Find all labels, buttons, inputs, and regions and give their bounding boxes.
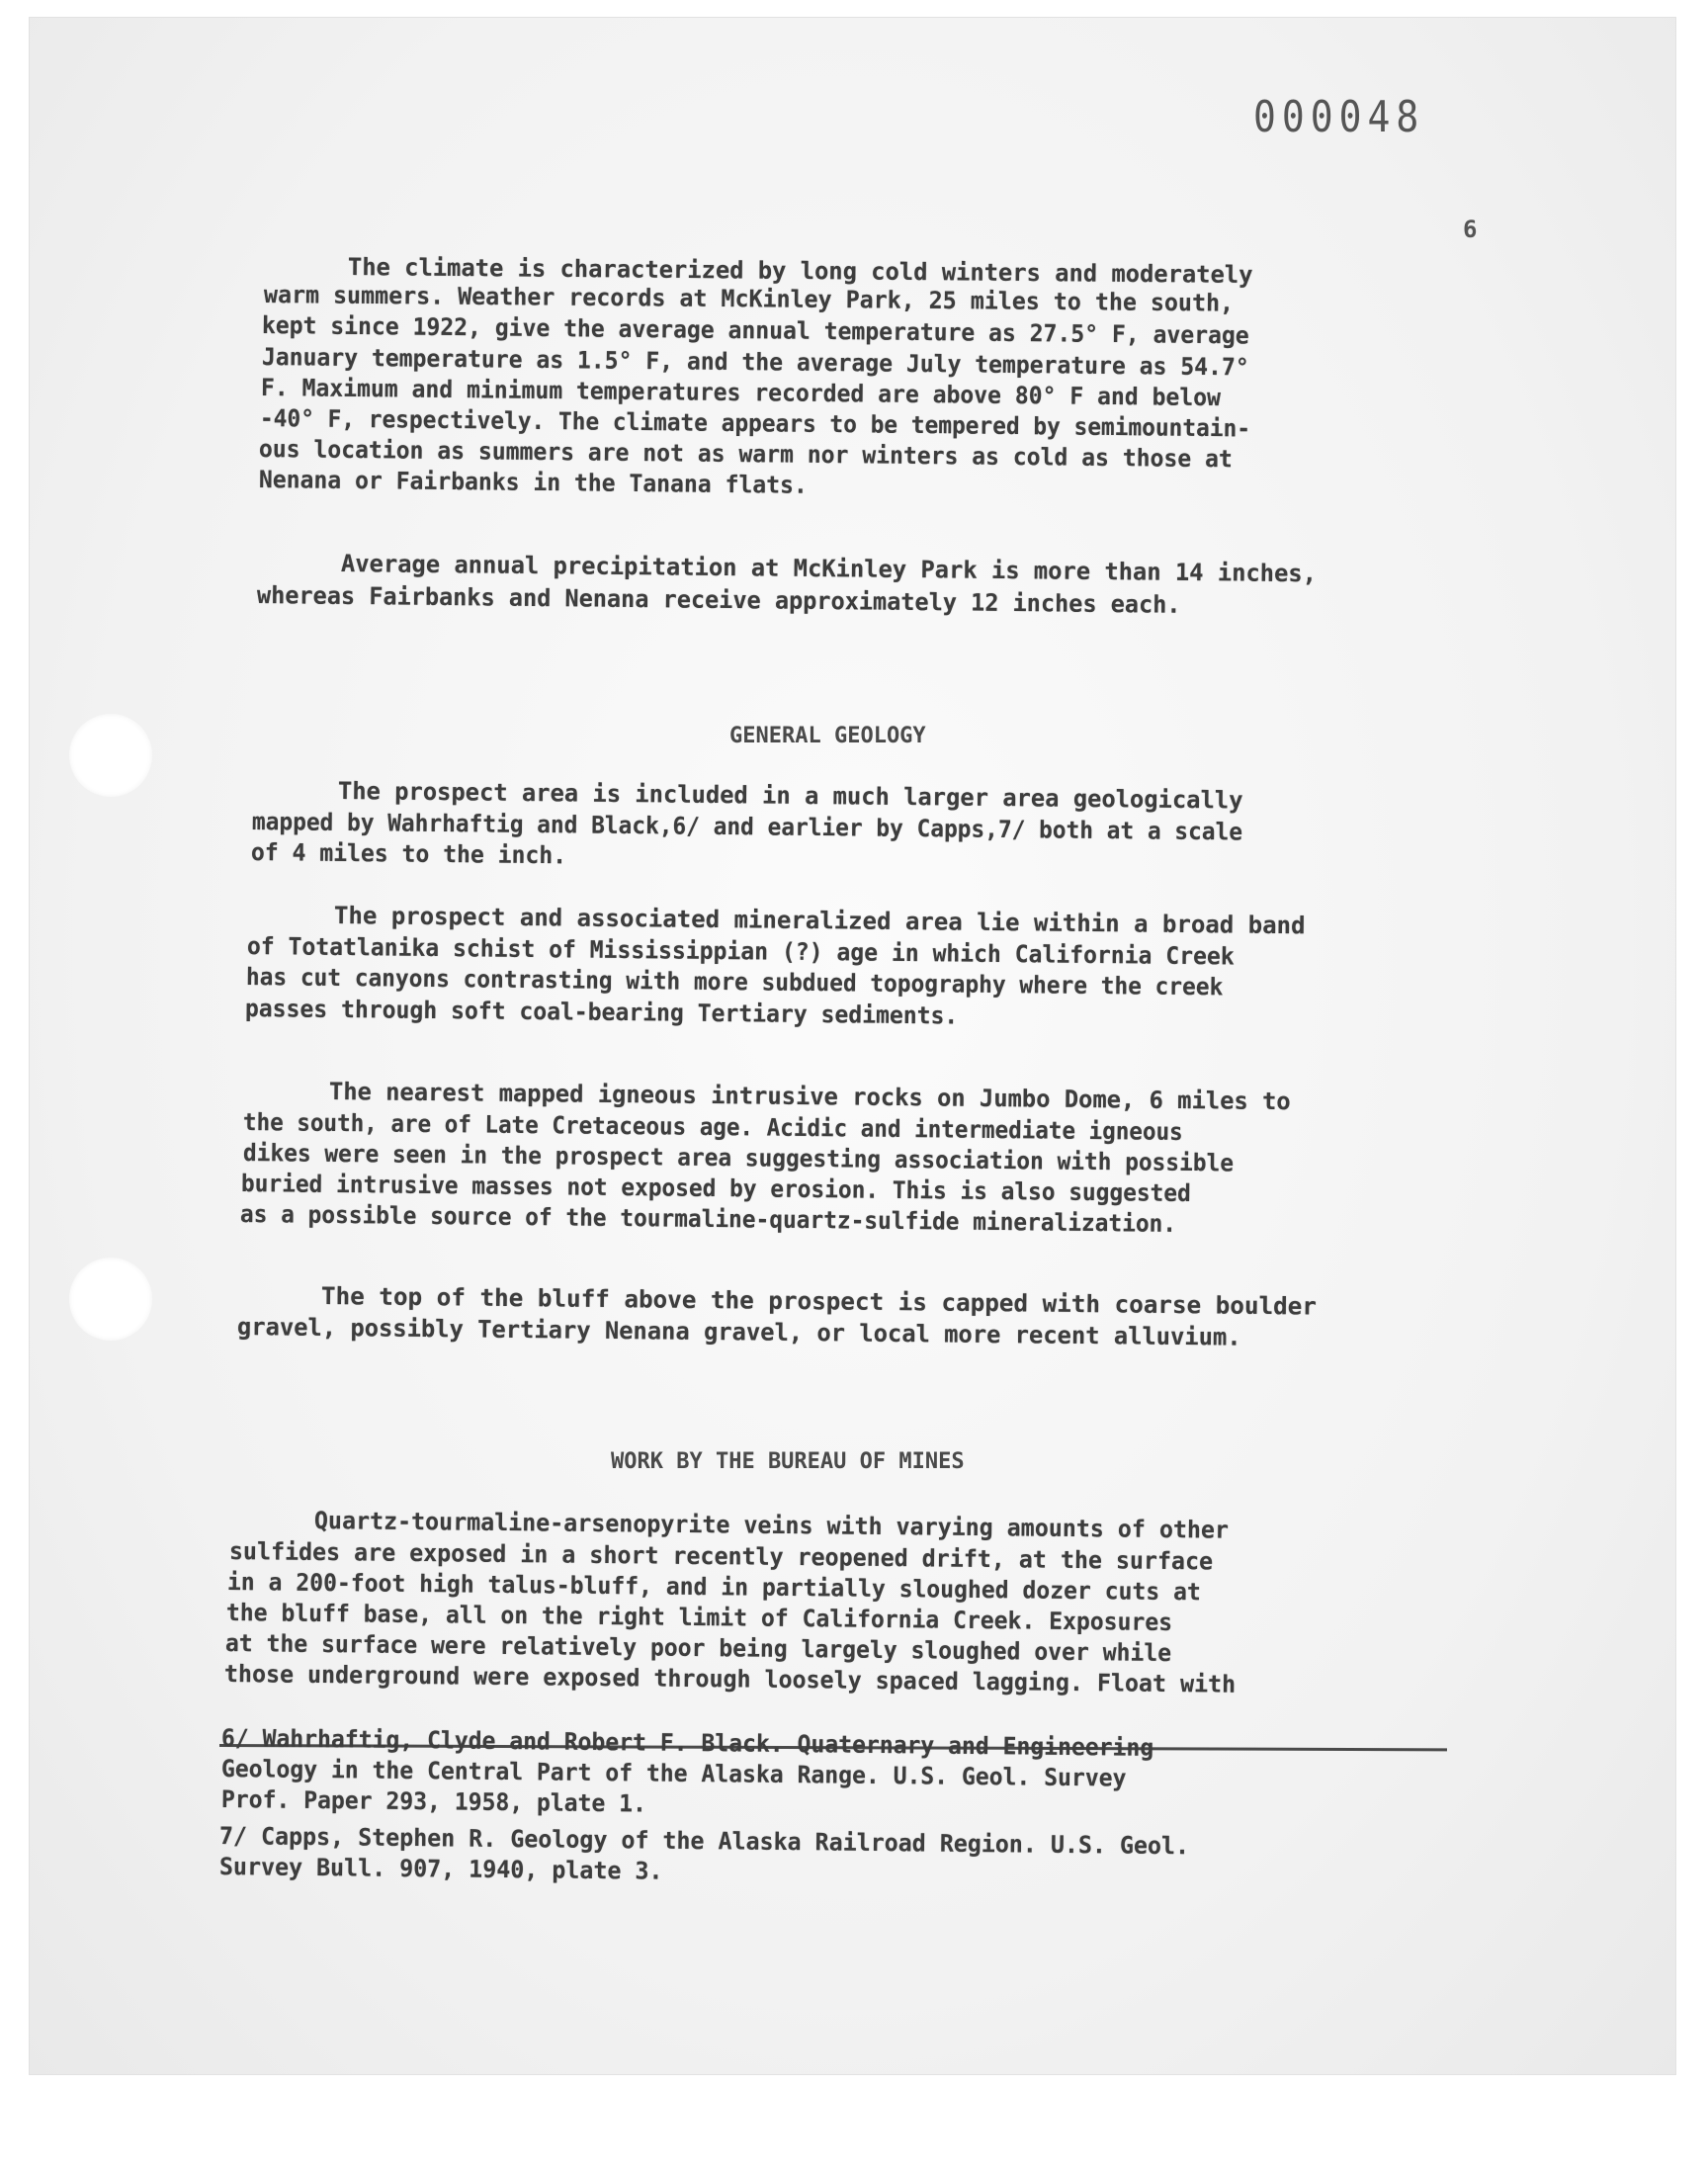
bureau-line-5: at the surface were relatively poor being largely sloughed over while xyxy=(224,1629,1172,1668)
geology-p4-line-2: gravel, possibly Tertiary Nenana gravel, or local more recent alluvium. xyxy=(236,1313,1241,1351)
climate-line-4: January temperature as 1.5° F, and the average July temperature as 54.7° xyxy=(261,343,1249,382)
footnote-6-line-2: Geology in the Central Part of the Alaska Range. U.S. Geol. Survey xyxy=(220,1755,1127,1792)
geology-p2-line-4: passes through soft coal-bearing Tertiary sediments. xyxy=(244,995,959,1030)
document-number: 000048 xyxy=(1253,91,1425,142)
bureau-line-2: sulfides are exposed in a short recently reopened drift, at the surface xyxy=(228,1537,1214,1576)
climate-line-2: warm summers. Weather records at McKinley Park, 25 miles to the south, xyxy=(263,281,1235,317)
precipitation-line-2: whereas Fairbanks and Nenana receive approximately 12 inches each. xyxy=(256,581,1181,619)
footnote-7-line-2: Survey Bull. 907, 1940, plate 3. xyxy=(218,1853,663,1885)
footnote-6-line-1: 6/ Wahrhaftig, Clyde and Robert F. Black. Quaternary and Engineering xyxy=(220,1724,1154,1762)
climate-line-6: -40° F, respectively. The climate appears to be tempered by semimountain- xyxy=(259,404,1251,443)
geology-p3-line-2: the south, are of Late Cretaceous age. Acidic and intermediate igneous xyxy=(242,1108,1183,1146)
climate-line-3: kept since 1922, give the average annual temperature as 27.5° F, average xyxy=(261,311,1249,350)
climate-line-8: Nenana or Fairbanks in the Tanana flats. xyxy=(258,466,808,499)
footnote-6-line-3: Prof. Paper 293, 1958, plate 1. xyxy=(220,1785,647,1818)
page-number: 6 xyxy=(1463,216,1478,243)
geology-p2-line-2: of Totatlanika schist of Mississippian (?) age in which California Creek xyxy=(246,932,1235,971)
geology-p3-line-3: dikes were seen in the prospect area suggesting association with possible xyxy=(242,1139,1235,1177)
geology-p4-line-1: The top of the bluff above the prospect is capped with coarse boulder xyxy=(320,1282,1318,1321)
bureau-line-1: Quartz-tourmaline-arsenopyrite veins with varying amounts of other xyxy=(313,1507,1230,1544)
bureau-line-3: in a 200-foot high talus-bluff, and in partially sloughed dozer cuts at xyxy=(226,1568,1201,1607)
bureau-line-6: those underground were exposed through loosely spaced lagging. Float with xyxy=(223,1660,1237,1698)
geology-p1-line-1: The prospect area is included in a much larger area geologically xyxy=(337,777,1243,815)
general-geology-heading: GENERAL GEOLOGY xyxy=(729,724,926,748)
bureau-line-4: the bluff base, all on the right limit of California Creek. Exposures xyxy=(225,1599,1173,1637)
climate-line-7: ous location as summers are not as warm nor winters as cold as those at xyxy=(258,435,1233,474)
geology-p3-line-4: buried intrusive masses not exposed by erosion. This is also suggested xyxy=(240,1170,1191,1208)
work-by-bureau-heading: WORK BY THE BUREAU OF MINES xyxy=(611,1449,965,1474)
punch-hole-upper xyxy=(69,714,152,797)
geology-p1-line-2: mapped by Wahrhaftig and Black,6/ and earlier by Capps,7/ both at a scale xyxy=(251,808,1243,846)
climate-line-5: F. Maximum and minimum temperatures recorded are above 80° F and below xyxy=(260,374,1222,412)
footnote-7-line-1: 7/ Capps, Stephen R. Geology of the Alaska Railroad Region. U.S. Geol. xyxy=(218,1822,1190,1861)
geology-p2-line-1: The prospect and associated mineralized area lie within a broad band xyxy=(333,902,1306,940)
geology-p2-line-3: has cut canyons contrasting with more subdued topography where the creek xyxy=(245,963,1224,1001)
punch-hole-lower xyxy=(69,1258,152,1341)
geology-p1-line-3: of 4 miles to the inch. xyxy=(250,838,567,870)
geology-p3-line-5: as a possible source of the tourmaline-quartz-sulfide mineralization. xyxy=(239,1200,1177,1238)
geology-p3-line-1: The nearest mapped igneous intrusive rocks on Jumbo Dome, 6 miles to xyxy=(328,1078,1291,1116)
climate-line-1: The climate is characterized by long cold winters and moderately xyxy=(347,253,1253,289)
precipitation-line-1: Average annual precipitation at McKinley Park is more than 14 inches, xyxy=(340,550,1318,588)
